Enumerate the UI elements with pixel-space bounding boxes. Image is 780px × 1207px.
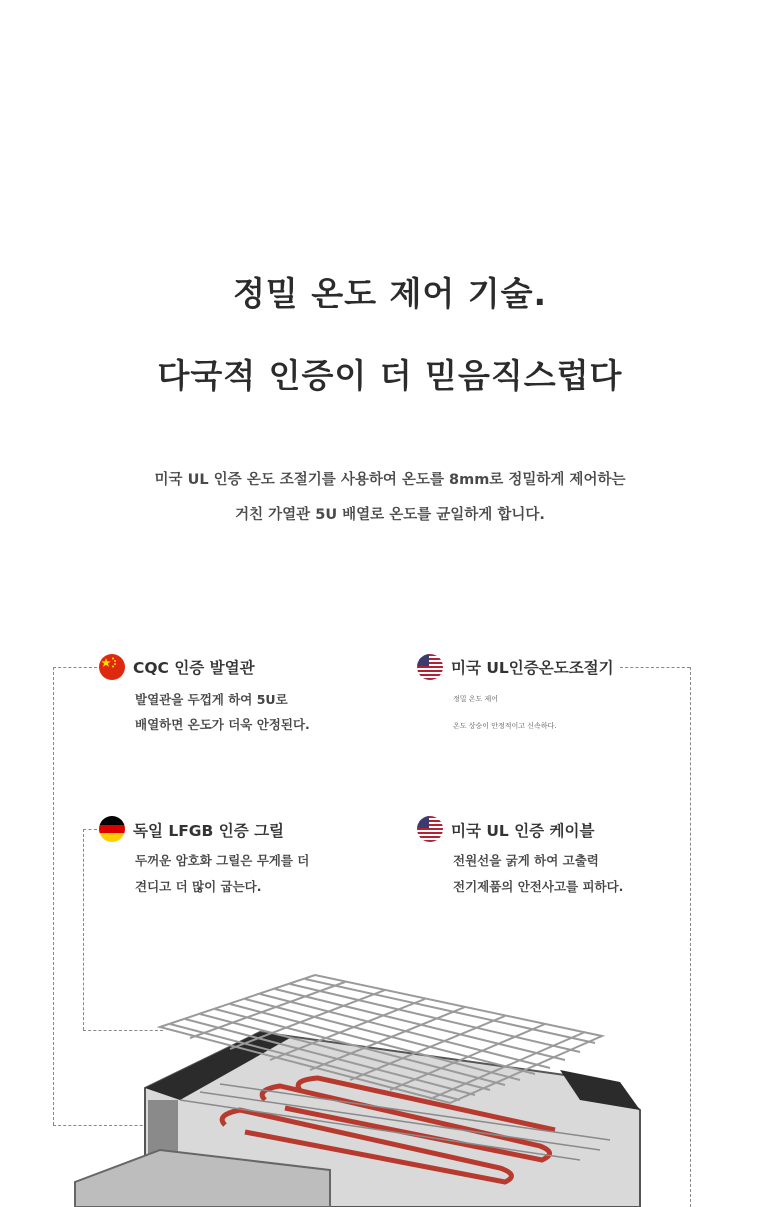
feature-title-ul-thermostat: 미국 UL인증온도조절기 (451, 659, 614, 677)
feature-text-lfgb-1: 두꺼운 암호화 그릴은 무게를 더 (135, 853, 310, 868)
grill-product-image (0, 950, 780, 1207)
feature-text-cqc-1: 발열관을 두껍게 하여 5U로 (135, 692, 288, 707)
connector-line-lfgb (83, 829, 97, 830)
description-line-2: 거친 가열관 5U 배열로 온도를 균일하게 합니다. (235, 507, 545, 523)
connector-line-cqc (53, 667, 97, 668)
feature-title-lfgb: 독일 LFGB 인증 그릴 (133, 822, 285, 840)
feature-text-lfgb-2: 견디고 더 많이 굽는다. (135, 879, 262, 894)
feature-title-cqc: CQC 인증 발열관 (133, 659, 255, 677)
usa-flag-icon (417, 816, 443, 842)
description-line-1: 미국 UL 인증 온도 조절기를 사용하여 온도를 8mm로 정밀하게 제어하는 (154, 472, 626, 488)
china-flag-icon (99, 654, 125, 680)
usa-flag-icon (417, 654, 443, 680)
headline-line-2: 다국적 인증이 더 믿음직스럽다 (157, 356, 623, 395)
germany-flag-icon (99, 816, 125, 842)
headline-line-1: 정밀 온도 제어 기술. (232, 274, 548, 313)
feature-text-ul-thermostat-2: 온도 상승이 안정적이고 신속하다. (453, 722, 557, 730)
feature-text-ul-thermostat-1: 정밀 온도 제어 (453, 695, 499, 703)
connector-line-ul-thermostat (620, 667, 690, 668)
feature-text-ul-cable-2: 전기제품의 안전사고를 피하다. (453, 879, 624, 894)
feature-text-cqc-2: 배열하면 온도가 더욱 안정된다. (135, 717, 310, 732)
feature-title-ul-cable: 미국 UL 인증 케이블 (451, 822, 595, 840)
feature-text-ul-cable-1: 전원선을 굵게 하여 고출력 (453, 853, 599, 868)
